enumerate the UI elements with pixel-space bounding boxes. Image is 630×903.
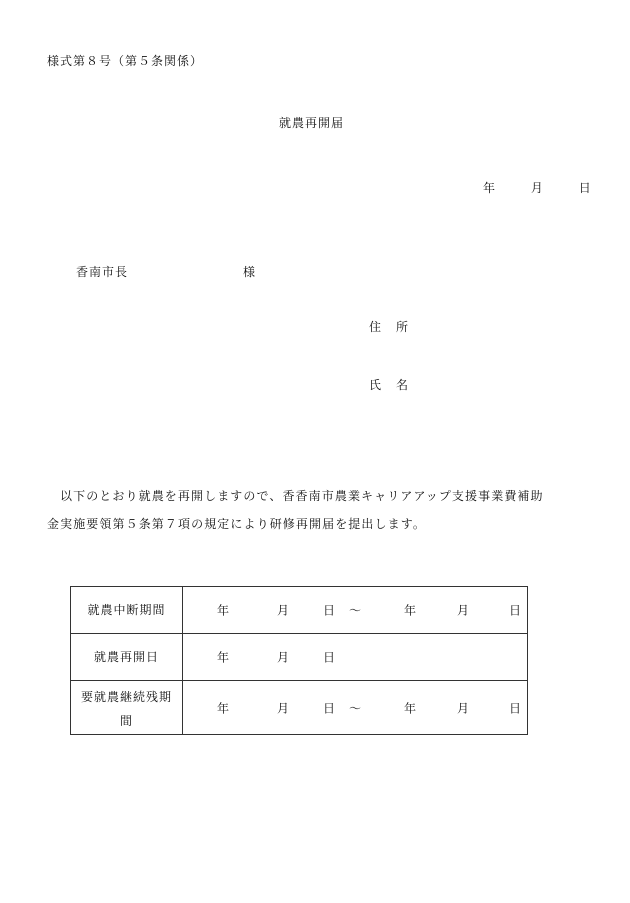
row-label-resumption-date: 就農再開日 (71, 634, 183, 681)
start-day-label: 日 (323, 701, 337, 715)
start-year-label: 年 (217, 603, 231, 618)
table-row (71, 587, 528, 634)
applicant-address-label (369, 318, 409, 335)
date-year-label: 年 (483, 181, 497, 195)
address-label-char-1: 住 (369, 320, 383, 334)
end-day-label: 日 (509, 701, 523, 715)
date-day-label: 日 (578, 181, 592, 195)
end-month-label: 月 (457, 701, 471, 715)
addressee-name: 香南市長 (76, 265, 129, 279)
date-range-cell (183, 587, 528, 634)
name-label-char-1: 氏 (369, 378, 383, 392)
name-label-char-2: 名 (396, 378, 410, 392)
end-year-label: 年 (404, 603, 418, 618)
body-line-2: 金実施要領第５条第７項の規定により研修再開届を提出します。 (47, 517, 426, 531)
month-label: 月 (277, 650, 291, 665)
range-separator: ～ (349, 701, 363, 715)
range-separator: ～ (349, 603, 363, 618)
end-month-label: 月 (457, 603, 471, 618)
start-month-label: 月 (277, 701, 291, 715)
applicant-name-label (369, 376, 409, 393)
day-label: 日 (323, 650, 337, 665)
end-day-label: 日 (509, 603, 523, 618)
body-paragraph (47, 482, 592, 538)
document-title: 就農再開届 (279, 116, 345, 130)
start-year-label: 年 (217, 701, 231, 715)
form-number: 様式第８号（第５条関係） (47, 54, 204, 68)
table-row (71, 634, 528, 681)
row-label-remaining-period (71, 681, 183, 735)
start-day-label: 日 (323, 603, 337, 618)
date-range-cell (183, 681, 528, 735)
year-label: 年 (217, 650, 231, 665)
submission-date (483, 179, 592, 196)
table-row (71, 681, 528, 735)
farming-period-table (70, 586, 528, 735)
end-year-label: 年 (404, 701, 418, 715)
address-label-char-2: 所 (396, 320, 410, 334)
addressee-honorific: 様 (243, 265, 257, 279)
remaining-period-label: 要就農継続残期間 (80, 689, 172, 728)
date-cell (183, 634, 528, 681)
start-month-label: 月 (277, 603, 291, 618)
body-line-1: 以下のとおり就農を再開しますので、香香南市農業キャリアアップ支援事業費補助 (60, 489, 544, 503)
row-label-suspension-period: 就農中断期間 (71, 587, 183, 634)
date-month-label: 月 (530, 181, 544, 195)
